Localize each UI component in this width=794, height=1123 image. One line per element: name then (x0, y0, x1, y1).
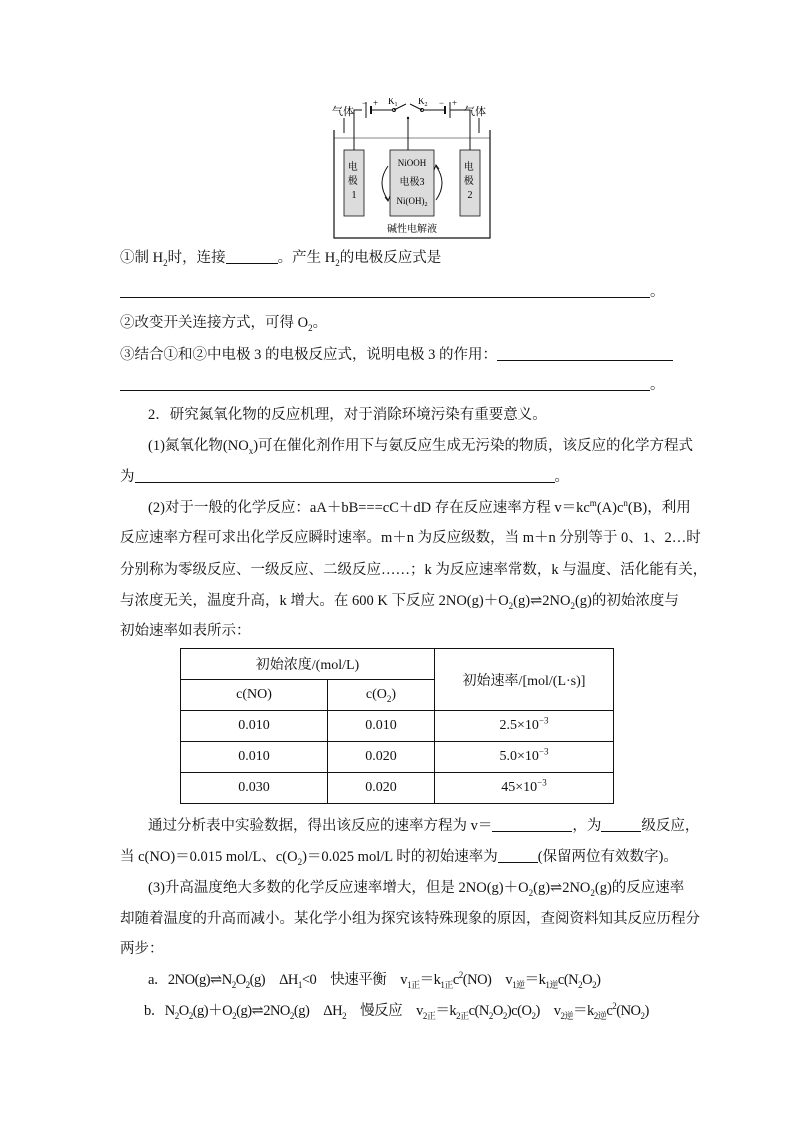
cell-o2: 0.020 (328, 773, 435, 804)
cell-o2: 0.020 (328, 742, 435, 773)
switch-k1-label: $K_1$ (388, 98, 398, 108)
center-node (407, 117, 409, 119)
cell-no: 0.030 (181, 773, 328, 804)
q2-sub2-line3: 分别称为零级反应、一级反应、二级反应……；k 为反应速率常数，k 与温度、活化能有关， (120, 562, 708, 578)
gas-label-left: 气体 (332, 106, 354, 118)
blank-reaction-order[interactable] (601, 815, 641, 832)
cell-rate: $5.0\times 10^{-3}$ (435, 742, 614, 773)
cell-rate: $2.5\times 10^{-3}$ (435, 711, 614, 742)
q2-after-table-line1: 通过分析表中实验数据，得出该反应的速率方程为 v＝ ，为 级反应， (148, 815, 708, 836)
q3-line2: 却随着温度的升高而减小。某化学小组为探究该特殊现象的原因，查阅资料知其反应历程分 (120, 911, 700, 927)
gas-label-right: 气体 (464, 106, 486, 118)
table-header-c-no: c(NO) (181, 680, 328, 711)
electrode-1-label: 电 极 1 (347, 162, 358, 201)
q3-step-a: a．$2NO(g)\rightleftharpoons N_2O_2(g)$ $\Delta H_1<0$ 快速平衡 $v_{1正}=k_{1正}c^2(NO)$ $v_{1逆}=k_{1逆}c(N_2O_2)$ (148, 970, 601, 990)
battery-left-plus: + (373, 98, 379, 108)
q2-sub2-line2: 反应速率方程可求出化学反应瞬时速率。m＋n 为反应级数，当 m＋n 分别等于 0、1、2…时 (120, 530, 701, 546)
q1-part1-answer-line: 。 (120, 281, 680, 302)
table-header-c-o2: $c(O_2)$ (328, 680, 435, 711)
q2-sub1-line2: 为 。 (120, 466, 680, 487)
electrode-3-top: NiOOH (397, 158, 427, 168)
q1-part1: ①制 $H_2$时，连接 。产生 $H_2$的电极反应式是 (120, 247, 680, 268)
battery-left-minus: − (362, 98, 368, 108)
q1-part3: ③结合①和②中电极 3 的电极反应式，说明电极 3 的作用： (120, 344, 680, 365)
cycle-arrow-left (382, 166, 388, 200)
blank-h2-electrode-equation[interactable] (120, 281, 650, 298)
equilibrium-arrow: ⇌ (530, 593, 543, 609)
cell-no: 0.010 (181, 711, 328, 742)
cell-rate: $45\times 10^{-3}$ (435, 773, 614, 804)
battery-right-minus: − (439, 98, 445, 108)
rate-data-table (180, 648, 614, 804)
cycle-arrow-right (436, 166, 442, 200)
q2-sub2-line4: 与浓度无关，温度升高，k 增大。在 600 K 下反应 $2NO(g)+O_2(g)\rightleftharpoons 2NO_2(g)$的初始浓度与 (120, 593, 679, 611)
table-row (181, 711, 614, 742)
q2-intro: 2．研究氮氧化物的反应机理，对于消除环境污染有重要意义。 (148, 407, 547, 423)
q2-sub2-line1: (2)对于一般的化学反应：aA＋bB===cC＋dD 存在反应速率方程 $v=kc^m(A)c^n(B)$，利用 (148, 498, 691, 516)
blank-electrode3-role-cont[interactable] (120, 374, 650, 391)
table-row (181, 773, 614, 804)
blank-electrode3-role[interactable] (497, 344, 673, 361)
blank-nox-equation[interactable] (135, 466, 555, 483)
switch-k2-label: $K_2$ (418, 98, 428, 108)
q1-part3-answer-line: 。 (120, 374, 680, 395)
q3-line3: 两步： (120, 941, 164, 957)
q2-sub2-line5: 初始速率如表所示： (120, 623, 251, 639)
q2-after-table-line2: 当 c(NO)＝0.015 mol/L、$c(O_2)=0.025$ mol/L 时的初始速率为 (保留两位有效数字)。 (120, 846, 680, 867)
q1-part2: ②改变开关连接方式，可得 $O_2$。 (120, 315, 328, 333)
electrode-2-label: 电 极 2 (463, 162, 474, 201)
table-header-rate: 初始速率/[mol/(L·s)] (435, 649, 614, 711)
blank-rate-equation[interactable] (492, 815, 572, 832)
blank-connection[interactable] (226, 247, 278, 264)
q2-sub1-line1: (1)氮氧化物$(NO_x)$可在催化剂作用下与氨反应生成无污染的物质，该反应的化学方程式 (148, 438, 694, 456)
wire-left (354, 110, 362, 150)
electrolyte-label: 碱性电解液 (387, 224, 437, 235)
battery-right-plus: + (452, 98, 458, 108)
q3-step-b: b．$N_2O_2(g)+O_2(g)\rightleftharpoons 2NO_2(g)$ $\Delta H_2$ 慢反应 $v_{2正}=k_{2正}c(N_2O_2)c(O_2)$ $v_{2逆}=k_{2逆}c^2(NO_2)$ (144, 1001, 649, 1021)
cell-no: 0.010 (181, 742, 328, 773)
blank-initial-rate[interactable] (498, 846, 538, 863)
electrode-3-bottom: $Ni(OH)_2$ (396, 196, 428, 208)
table-row (181, 742, 614, 773)
cell-o2: 0.010 (328, 711, 435, 742)
electrode-3-mid: 电极3 (399, 177, 425, 188)
electrolysis-cell-diagram (332, 98, 492, 240)
q3-line1: (3)升高温度绝大多数的化学反应速率增大，但是 $2NO(g)+O_2(g)\rightleftharpoons 2NO_2(g)$的反应速率 (148, 880, 685, 898)
table-header-concentration: 初始浓度/(mol/L) (181, 649, 435, 680)
